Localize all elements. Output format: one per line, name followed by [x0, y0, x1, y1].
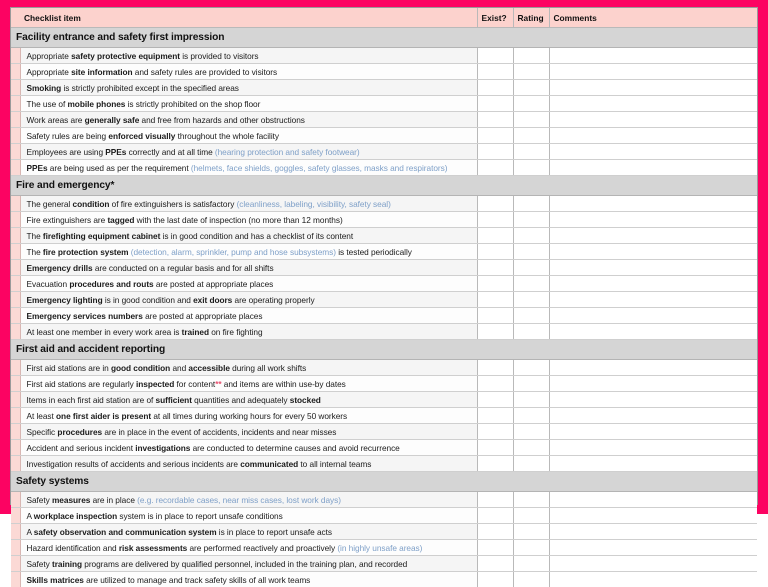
row-indent-cell [11, 244, 20, 260]
rating-input-cell[interactable] [513, 392, 549, 408]
rating-input-cell[interactable] [513, 376, 549, 392]
checklist-item-row [11, 440, 757, 456]
exist-input-cell[interactable] [477, 228, 513, 244]
comments-input-cell[interactable] [549, 492, 757, 508]
comments-input-cell[interactable] [549, 212, 757, 228]
checklist-item-row [11, 196, 757, 212]
checklist-item-row [11, 292, 757, 308]
checklist-item-row [11, 276, 757, 292]
row-indent-cell [11, 80, 20, 96]
exist-input-cell[interactable] [477, 360, 513, 376]
exist-input-cell[interactable] [477, 440, 513, 456]
rating-input-cell[interactable] [513, 64, 549, 80]
rating-input-cell[interactable] [513, 144, 549, 160]
checklist-item-text: The fire protection system (detection, alarm, sprinkler, pump and hose subsystems) is tested periodically [20, 244, 477, 260]
safety-checklist-table [11, 8, 757, 587]
row-indent-cell [11, 128, 20, 144]
exist-input-cell[interactable] [477, 276, 513, 292]
exist-input-cell[interactable] [477, 244, 513, 260]
rating-input-cell[interactable] [513, 292, 549, 308]
checklist-item-row [11, 80, 757, 96]
checklist-item-row [11, 408, 757, 424]
row-indent-cell [11, 276, 20, 292]
checklist-item-row [11, 128, 757, 144]
checklist-item-text: The general condition of fire extinguishers is satisfactory (cleanliness, labeling, visibility, safety seal) [20, 196, 477, 212]
exist-input-cell[interactable] [477, 424, 513, 440]
exist-input-cell[interactable] [477, 540, 513, 556]
checklist-item-row [11, 48, 757, 64]
row-indent-cell [11, 96, 20, 112]
checklist-item-text: Accident and serious incident investigations are conducted to determine causes and avoid recurrence [20, 440, 477, 456]
comments-input-cell[interactable] [549, 80, 757, 96]
rating-input-cell[interactable] [513, 456, 549, 472]
rating-input-cell[interactable] [513, 360, 549, 376]
checklist-item-row [11, 160, 757, 176]
rating-input-cell[interactable] [513, 112, 549, 128]
rating-input-cell[interactable] [513, 228, 549, 244]
checklist-item-text: Emergency drills are conducted on a regular basis and for all shifts [20, 260, 477, 276]
row-indent-cell [11, 228, 20, 244]
exist-input-cell[interactable] [477, 408, 513, 424]
row-indent-cell [11, 144, 20, 160]
checklist-item-row [11, 228, 757, 244]
rating-input-cell[interactable] [513, 556, 549, 572]
exist-input-cell[interactable] [477, 160, 513, 176]
row-indent-cell [11, 492, 20, 508]
comments-input-cell[interactable] [549, 196, 757, 212]
row-indent-cell [11, 360, 20, 376]
comments-input-cell[interactable] [549, 308, 757, 324]
exist-input-cell[interactable] [477, 508, 513, 524]
checklist-item-row [11, 456, 757, 472]
comments-input-cell[interactable] [549, 260, 757, 276]
exist-input-cell[interactable] [477, 80, 513, 96]
checklist-item-row [11, 424, 757, 440]
comments-input-cell[interactable] [549, 456, 757, 472]
row-indent-cell [11, 64, 20, 80]
rating-input-cell[interactable] [513, 128, 549, 144]
checklist-item-text: Employees are using PPEs correctly and at all time (hearing protection and safety footwear) [20, 144, 477, 160]
exist-input-cell[interactable] [477, 392, 513, 408]
comments-input-cell[interactable] [549, 276, 757, 292]
row-indent-cell [11, 424, 20, 440]
exist-input-cell[interactable] [477, 292, 513, 308]
exist-input-cell[interactable] [477, 196, 513, 212]
row-indent-cell [11, 376, 20, 392]
comments-input-cell[interactable] [549, 144, 757, 160]
checklist-item-text: Emergency services numbers are posted at appropriate places [20, 308, 477, 324]
row-indent-cell [11, 556, 20, 572]
rating-input-cell[interactable] [513, 260, 549, 276]
section-title: Facility entrance and safety first impression [11, 28, 757, 48]
row-indent-cell [11, 324, 20, 340]
checklist-item-text: Specific procedures are in place in the event of accidents, incidents and near misses [20, 424, 477, 440]
comments-input-cell[interactable] [549, 524, 757, 540]
column-header-exist: Exist? [477, 8, 513, 28]
checklist-item-row [11, 492, 757, 508]
checklist-item-row [11, 360, 757, 376]
section-title: Fire and emergency* [11, 176, 757, 196]
section-header-row [11, 472, 757, 492]
exist-input-cell[interactable] [477, 524, 513, 540]
checklist-item-text: Appropriate safety protective equipment is provided to visitors [20, 48, 477, 64]
row-indent-cell [11, 456, 20, 472]
rating-input-cell[interactable] [513, 524, 549, 540]
exist-input-cell[interactable] [477, 212, 513, 228]
comments-input-cell[interactable] [549, 540, 757, 556]
exist-input-cell[interactable] [477, 128, 513, 144]
checklist-item-row [11, 260, 757, 276]
section-header-row [11, 340, 757, 360]
exist-input-cell[interactable] [477, 456, 513, 472]
checklist-item-row [11, 376, 757, 392]
table-header-row [11, 8, 757, 28]
exist-input-cell[interactable] [477, 572, 513, 587]
row-indent-cell [11, 508, 20, 524]
exist-input-cell[interactable] [477, 260, 513, 276]
comments-input-cell[interactable] [549, 324, 757, 340]
row-indent-cell [11, 160, 20, 176]
section-title: First aid and accident reporting [11, 340, 757, 360]
row-indent-cell [11, 524, 20, 540]
comments-input-cell[interactable] [549, 96, 757, 112]
comments-input-cell[interactable] [549, 128, 757, 144]
comments-input-cell[interactable] [549, 160, 757, 176]
comments-input-cell[interactable] [549, 376, 757, 392]
row-indent-cell [11, 392, 20, 408]
rating-input-cell[interactable] [513, 48, 549, 64]
checklist-item-row [11, 96, 757, 112]
checklist-item-text: Safety measures are in place (e.g. recordable cases, near miss cases, lost work days) [20, 492, 477, 508]
exist-input-cell[interactable] [477, 324, 513, 340]
column-header-rating: Rating [513, 8, 549, 28]
checklist-item-text: Emergency lighting is in good condition and exit doors are operating properly [20, 292, 477, 308]
row-indent-cell [11, 440, 20, 456]
comments-input-cell[interactable] [549, 228, 757, 244]
checklist-item-row [11, 392, 757, 408]
checklist-item-text: At least one first aider is present at all times during working hours for every 50 workers [20, 408, 477, 424]
exist-input-cell[interactable] [477, 112, 513, 128]
checklist-item-text: Hazard identification and risk assessments are performed reactively and proactively (in highly unsafe areas) [20, 540, 477, 556]
rating-input-cell[interactable] [513, 492, 549, 508]
comments-input-cell[interactable] [549, 48, 757, 64]
row-indent-cell [11, 48, 20, 64]
comments-input-cell[interactable] [549, 360, 757, 376]
checklist-item-text: First aid stations are regularly inspected for content** and items are within use-by dates [20, 376, 477, 392]
exist-input-cell[interactable] [477, 376, 513, 392]
exist-input-cell[interactable] [477, 308, 513, 324]
exist-input-cell[interactable] [477, 64, 513, 80]
section-header-row [11, 176, 757, 196]
row-indent-cell [11, 112, 20, 128]
section-header-row [11, 28, 757, 48]
checklist-item-row [11, 112, 757, 128]
checklist-item-row [11, 540, 757, 556]
checklist-item-text: Safety training programs are delivered by qualified personnel, included in the training plan, and recorded [20, 556, 477, 572]
checklist-item-text: Safety rules are being enforced visually throughout the whole facility [20, 128, 477, 144]
column-header-item: Checklist item [20, 8, 477, 28]
checklist-item-row [11, 64, 757, 80]
checklist-item-text: Investigation results of accidents and serious incidents are communicated to all internal teams [20, 456, 477, 472]
checklist-item-text: Evacuation procedures and routs are posted at appropriate places [20, 276, 477, 292]
exist-input-cell[interactable] [477, 96, 513, 112]
rating-input-cell[interactable] [513, 96, 549, 112]
checklist-item-text: At least one member in every work area is trained on fire fighting [20, 324, 477, 340]
checklist-item-text: Smoking is strictly prohibited except in the specified areas [20, 80, 477, 96]
rating-input-cell[interactable] [513, 196, 549, 212]
row-indent-cell [11, 540, 20, 556]
checklist-item-row [11, 556, 757, 572]
checklist-item-text: A workplace inspection system is in place to report unsafe conditions [20, 508, 477, 524]
exist-input-cell[interactable] [477, 48, 513, 64]
section-title: Safety systems [11, 472, 757, 492]
rating-input-cell[interactable] [513, 80, 549, 96]
row-indent-cell [11, 212, 20, 228]
checklist-item-text: Appropriate site information and safety rules are provided to visitors [20, 64, 477, 80]
checklist-item-text: Work areas are generally safe and free from hazards and other obstructions [20, 112, 477, 128]
checklist-item-row [11, 324, 757, 340]
comments-input-cell[interactable] [549, 112, 757, 128]
comments-input-cell[interactable] [549, 64, 757, 80]
comments-input-cell[interactable] [549, 440, 757, 456]
comments-input-cell[interactable] [549, 572, 757, 587]
checklist-table-container [10, 7, 758, 505]
rating-input-cell[interactable] [513, 324, 549, 340]
checklist-item-text: Items in each first aid station are of sufficient quantities and adequately stocked [20, 392, 477, 408]
checklist-item-row [11, 244, 757, 260]
rating-input-cell[interactable] [513, 244, 549, 260]
comments-input-cell[interactable] [549, 292, 757, 308]
rating-input-cell[interactable] [513, 440, 549, 456]
row-indent-cell [11, 572, 20, 587]
checklist-item-text: PPEs are being used as per the requirement (helmets, face shields, goggles, safety glasses, masks and respirators) [20, 160, 477, 176]
checklist-item-row [11, 212, 757, 228]
rating-input-cell[interactable] [513, 540, 549, 556]
checklist-item-row [11, 508, 757, 524]
checklist-item-text: First aid stations are in good condition and accessible during all work shifts [20, 360, 477, 376]
checklist-body [11, 8, 757, 587]
exist-input-cell[interactable] [477, 492, 513, 508]
exist-input-cell[interactable] [477, 556, 513, 572]
comments-input-cell[interactable] [549, 244, 757, 260]
row-indent-cell [11, 260, 20, 276]
checklist-item-row [11, 524, 757, 540]
rating-input-cell[interactable] [513, 424, 549, 440]
column-header-comments: Comments [549, 8, 757, 28]
rating-input-cell[interactable] [513, 408, 549, 424]
rating-input-cell[interactable] [513, 572, 549, 587]
checklist-item-text: Fire extinguishers are tagged with the last date of inspection (no more than 12 months) [20, 212, 477, 228]
rating-input-cell[interactable] [513, 160, 549, 176]
comments-input-cell[interactable] [549, 392, 757, 408]
row-indent-cell [11, 196, 20, 212]
row-indent-cell [11, 308, 20, 324]
comments-input-cell[interactable] [549, 556, 757, 572]
checklist-item-row [11, 144, 757, 160]
comments-input-cell[interactable] [549, 424, 757, 440]
row-indent-cell [11, 408, 20, 424]
rating-input-cell[interactable] [513, 212, 549, 228]
exist-input-cell[interactable] [477, 144, 513, 160]
checklist-item-row [11, 572, 757, 587]
checklist-item-text: A safety observation and communication system is in place to report unsafe acts [20, 524, 477, 540]
rating-input-cell[interactable] [513, 508, 549, 524]
comments-input-cell[interactable] [549, 408, 757, 424]
checklist-item-text: The use of mobile phones is strictly prohibited on the shop floor [20, 96, 477, 112]
rating-input-cell[interactable] [513, 276, 549, 292]
rating-input-cell[interactable] [513, 308, 549, 324]
checklist-item-text: Skills matrices are utilized to manage and track safety skills of all work teams [20, 572, 477, 587]
comments-input-cell[interactable] [549, 508, 757, 524]
checklist-item-row [11, 308, 757, 324]
checklist-item-text: The firefighting equipment cabinet is in good condition and has a checklist of its content [20, 228, 477, 244]
header-indent-cell [11, 8, 20, 28]
row-indent-cell [11, 292, 20, 308]
